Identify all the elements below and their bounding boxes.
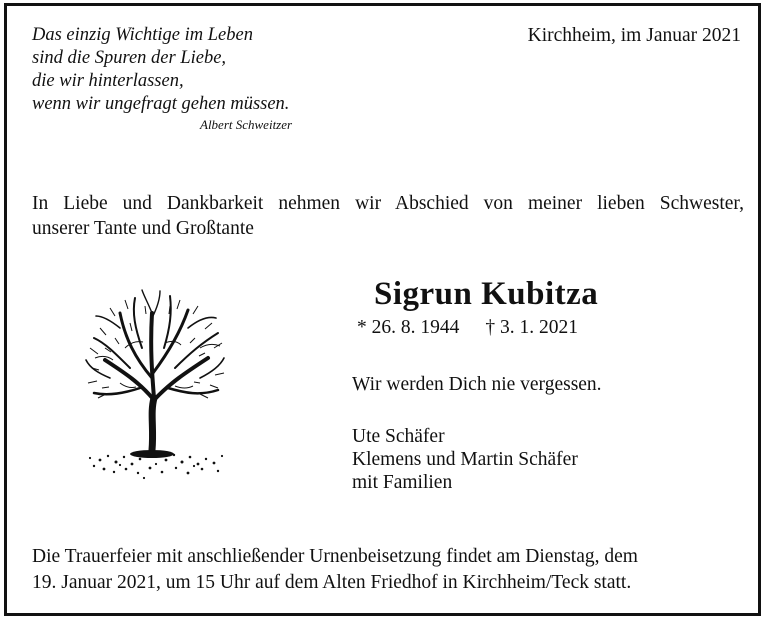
farewell-message: Wir werden Dich nie vergessen.: [352, 374, 602, 395]
intro-line: unserer Tante und Großtante: [32, 218, 254, 239]
quote-block: [32, 24, 289, 116]
mourner-name: Ute Schäfer: [352, 426, 445, 447]
place-date: Kirchheim, im Januar 2021: [527, 25, 741, 46]
quote-line: Das einzig Wichtige im Leben: [32, 25, 253, 45]
mourner-name: mit Familien: [352, 472, 453, 493]
quote-line: wenn wir ungefragt gehen müssen.: [32, 94, 290, 114]
birth-date: * 26. 8. 1944: [357, 317, 460, 338]
quote-line: die wir hinterlassen,: [32, 71, 184, 91]
intro-text: [32, 191, 744, 241]
obituary-frame: [4, 3, 761, 616]
service-line: 19. Januar 2021, um 15 Uhr auf dem Alten Friedhof in Kirchheim/Teck statt.: [32, 572, 632, 593]
quote-author: Albert Schweitzer: [200, 117, 293, 132]
tree-icon: [80, 288, 230, 488]
deceased-name: Sigrun Kubitza: [374, 276, 599, 312]
mourner-name: Klemens und Martin Schäfer: [352, 449, 578, 470]
quote-line: sind die Spuren der Liebe,: [32, 48, 227, 68]
service-line: Die Trauerfeier mit anschließender Urnenbeisetzung findet am Dienstag, dem: [32, 546, 638, 567]
intro-line: In Liebe und Dankbarkeit nehmen wir Abschied von meiner lieben Schwester,: [32, 193, 744, 214]
service-notice: [32, 544, 638, 596]
death-date: † 3. 1. 2021: [485, 317, 578, 338]
life-dates: [357, 317, 578, 339]
